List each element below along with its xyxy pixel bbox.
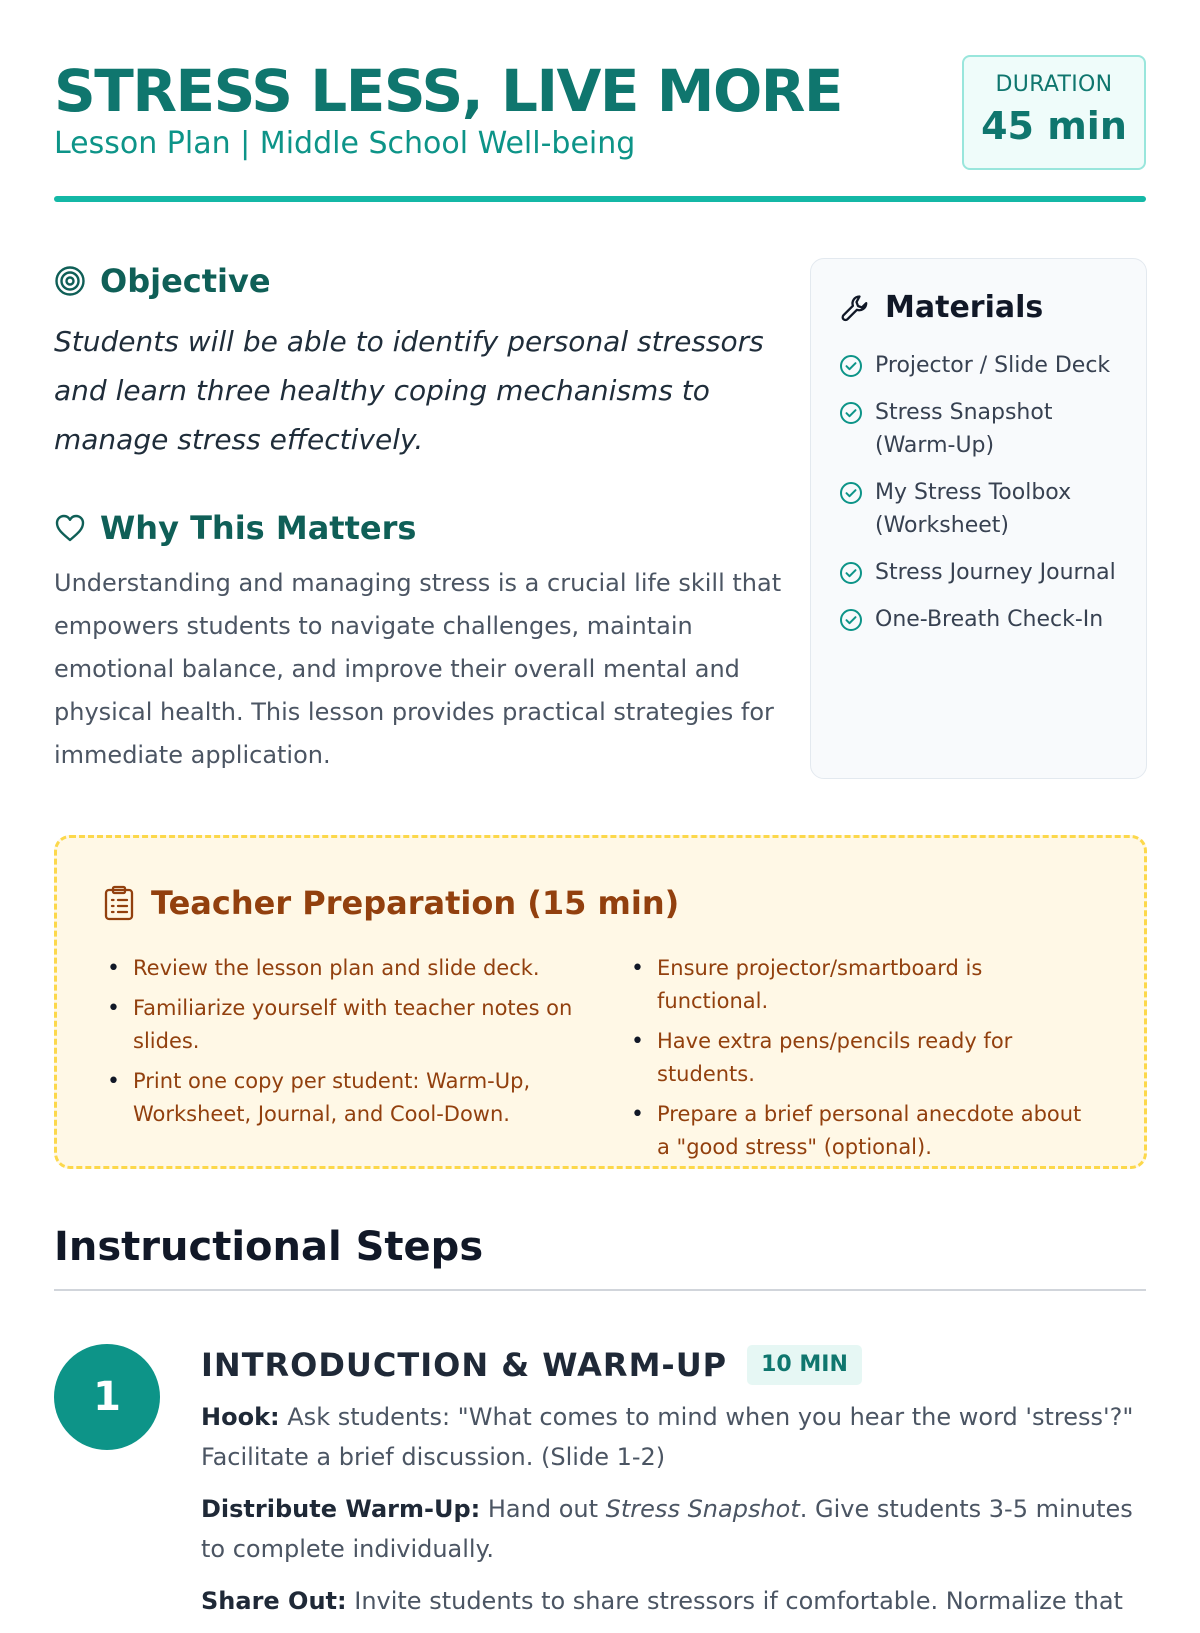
- clipboard-list-icon: [103, 885, 135, 921]
- list-item: • Familiarize yourself with teacher notes on slides.: [103, 992, 573, 1058]
- hook-text: Ask students: "What comes to mind when you hear the word 'stress'?" Facilitate a brief discussion. (Slide 1-2): [201, 1403, 1134, 1471]
- check-circle-icon: [839, 354, 863, 378]
- duration-label: DURATION: [995, 72, 1113, 97]
- lesson-header: [54, 50, 1146, 205]
- step-hook: [201, 1397, 1161, 1477]
- instructional-steps-heading: Instructional Steps: [54, 1224, 484, 1270]
- check-circle-icon: [839, 608, 863, 632]
- hook-label: Hook:: [201, 1403, 280, 1431]
- list-item: • Review the lesson plan and slide deck.: [103, 952, 573, 985]
- list-item: [839, 603, 1129, 636]
- materials-title: Materials: [885, 290, 1044, 325]
- objective-text: Students will be able to identify personal stressors and learn three healthy coping mechanisms to manage stress effectively.: [54, 325, 764, 456]
- list-item: • Prepare a brief personal anecdote about a "good stress" (optional).: [627, 1098, 1097, 1164]
- warmup-italic: Stress Snapshot: [605, 1495, 800, 1523]
- check-circle-icon: [839, 561, 863, 585]
- share-text: Invite students to share stressors if comfortable. Normalize that: [354, 1587, 1123, 1615]
- list-item: [839, 396, 1129, 462]
- why-heading: [54, 508, 416, 548]
- why-title: Why This Matters: [100, 509, 417, 547]
- teacher-prep-card: [54, 835, 1147, 1169]
- material-label: My Stress Toolbox (Worksheet): [875, 480, 1072, 538]
- list-item: • Ensure projector/smartboard is functional.: [627, 952, 1097, 1018]
- materials-card: [810, 258, 1147, 779]
- list-item: • Print one copy per student: Warm-Up, Worksheet, Journal, and Cool-Down.: [103, 1065, 573, 1131]
- step-number-badge: 1: [54, 1344, 160, 1450]
- material-label: Stress Journey Journal: [875, 560, 1116, 585]
- materials-list: [839, 349, 1129, 650]
- why-text: Understanding and managing stress is a crucial life skill that empowers students to navigate challenges, maintain emotional balance, and improve their overall mental and physical health. This lesson provides practical strategies for immediate application.: [54, 569, 782, 769]
- step-title: INTRODUCTION & WARM-UP: [201, 1346, 728, 1384]
- step-header: [201, 1345, 862, 1385]
- step-body: [201, 1397, 1161, 1633]
- duration-value: 45 min: [981, 104, 1127, 148]
- heart-icon: [54, 513, 86, 543]
- check-circle-icon: [839, 481, 863, 505]
- list-item: • Have extra pens/pencils ready for students.: [627, 1025, 1097, 1091]
- objective-title: Objective: [100, 262, 271, 300]
- warmup-post: . Give students 3-5 minutes to complete individually.: [201, 1495, 1133, 1563]
- check-circle-icon: [839, 401, 863, 425]
- material-label: One-Breath Check-In: [875, 607, 1104, 632]
- list-item: [839, 476, 1129, 542]
- list-item: [839, 349, 1129, 382]
- objective-heading: [54, 261, 271, 301]
- list-item: [839, 556, 1129, 589]
- warmup-label: Distribute Warm-Up:: [201, 1495, 481, 1523]
- step-warmup: [201, 1489, 1161, 1569]
- step-duration-badge: 10 MIN: [747, 1345, 862, 1385]
- prep-list-left: [103, 952, 573, 1138]
- warmup-pre: Hand out: [487, 1495, 599, 1523]
- section-divider: [54, 1289, 1146, 1291]
- page-subtitle: Lesson Plan | Middle School Well-being: [54, 126, 636, 161]
- wrench-icon: [839, 292, 871, 324]
- target-icon: [54, 265, 86, 297]
- prep-title: Teacher Preparation (15 min): [151, 884, 680, 922]
- page-title: STRESS LESS, LIVE MORE: [54, 57, 843, 125]
- materials-heading: [839, 289, 1043, 327]
- header-divider: [54, 196, 1146, 202]
- material-label: Stress Snapshot (Warm-Up): [875, 400, 1053, 458]
- prep-list-right: [627, 952, 1097, 1171]
- share-label: Share Out:: [201, 1587, 347, 1615]
- material-label: Projector / Slide Deck: [875, 353, 1111, 378]
- prep-heading: [103, 883, 679, 923]
- duration-box: [962, 55, 1146, 170]
- step-share: [201, 1581, 1161, 1621]
